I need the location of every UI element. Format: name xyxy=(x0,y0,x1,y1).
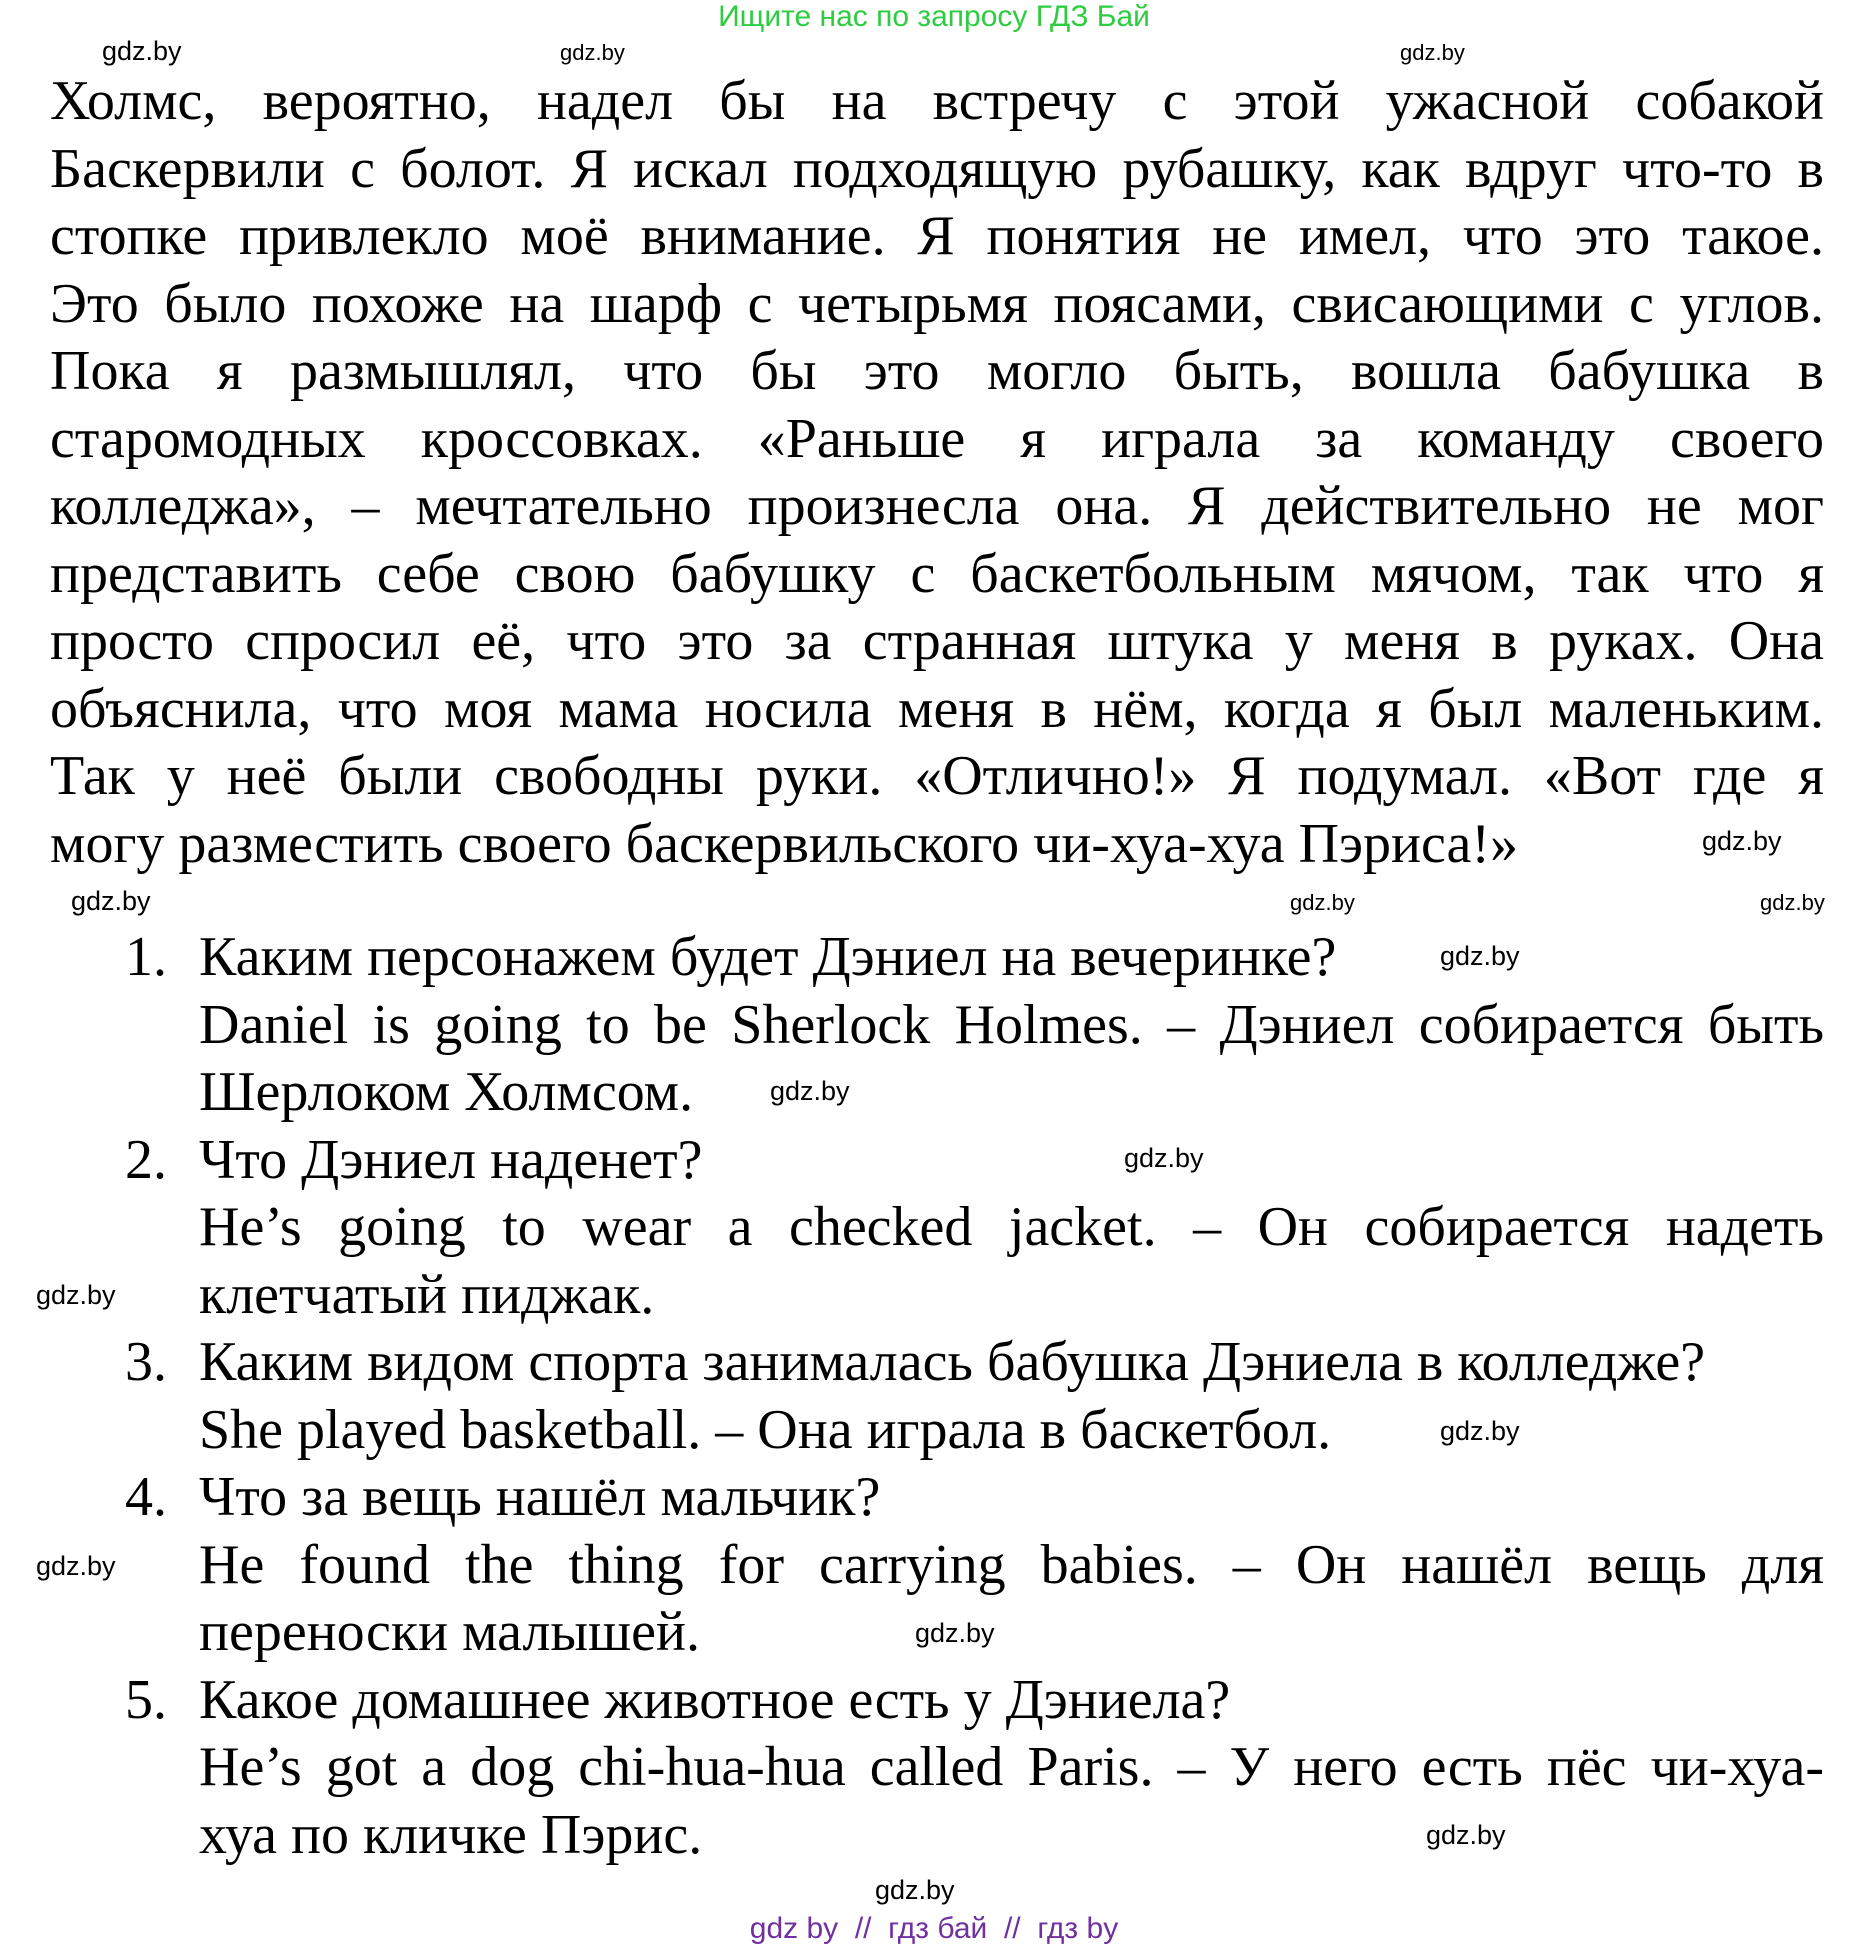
paragraph-line: представить себе свою бабушку с баскетбольным мячом, так что я xyxy=(50,542,1824,605)
paragraph-line: Холмс, вероятно, надел бы на встречу с этой ужасной собакой xyxy=(50,70,1824,132)
watermark: gdz.by xyxy=(36,1551,116,1581)
watermark: gdz.by xyxy=(1426,1820,1506,1850)
question-number: 1. xyxy=(125,926,167,988)
watermark: gdz.by xyxy=(1400,40,1465,65)
paragraph-line: Баскервили с болот. Я искал подходящую рубашку, как вдруг что-то в xyxy=(50,137,1824,200)
story-paragraph xyxy=(50,68,1824,878)
question-item xyxy=(125,1329,1824,1464)
answer-line: He’s got a dog chi-hua-hua called Paris. – У него есть пёс чи-хуа- xyxy=(199,1736,1824,1798)
watermark: gdz.by xyxy=(1290,890,1355,915)
answer-line: He’s going to wear a checked jacket. – Он собирается надеть xyxy=(199,1196,1824,1258)
watermark: gdz.by xyxy=(560,40,625,65)
watermark: gdz.by xyxy=(36,1280,116,1310)
watermark: gdz.by xyxy=(1760,890,1825,915)
answer-line: Daniel is going to be Sherlock Holmes. – Дэниел собирается быть xyxy=(199,993,1824,1056)
question-number: 4. xyxy=(125,1466,167,1528)
watermark: gdz.by xyxy=(1440,1416,1520,1446)
question-text: Что за вещь нашёл мальчик? xyxy=(199,1466,881,1528)
footer-links: gdz by // гдз бай // гдз by xyxy=(749,1912,1119,1945)
watermark: gdz.by xyxy=(1702,826,1782,856)
watermark: gdz.by xyxy=(770,1076,850,1106)
answer-line: хуа по кличке Пэрис. xyxy=(199,1803,703,1866)
paragraph-line: старомодных кроссовках. «Раньше я играла за команду своего xyxy=(50,407,1824,470)
answer-line: переноски малышей. xyxy=(199,1601,700,1663)
question-number: 2. xyxy=(125,1128,167,1191)
watermark: gdz.by xyxy=(1124,1143,1204,1173)
paragraph-line: Так у неё были свободны руки. «Отлично!» Я подумал. «Вот где я xyxy=(50,745,1824,807)
paragraph-line: могу разместить своего баскервильского чи-хуа-хуа Пэриса!» xyxy=(50,812,1519,875)
paragraph-line: стопке привлекло моё внимание. Я понятия не имел, что это такое. xyxy=(50,205,1824,267)
search-hint-banner: Ищите нас по запросу ГДЗ Бай xyxy=(718,0,1150,33)
answer-line: She played basketball. – Она играла в баскетбол. xyxy=(199,1398,1332,1461)
answer-line: клетчатый пиджак. xyxy=(199,1263,655,1326)
question-number: 5. xyxy=(125,1668,167,1731)
questions-list xyxy=(125,924,1824,1869)
watermark: gdz.by xyxy=(915,1618,995,1648)
watermark: gdz.by xyxy=(102,36,182,66)
answer-line: He found the thing for carrying babies. – Он нашёл вещь для xyxy=(199,1533,1824,1596)
paragraph-line: объяснила, что моя мама носила меня в нём, когда я был маленьким. xyxy=(50,677,1824,740)
paragraph-line: колледжа», – мечтательно произнесла она. Я действительно не мог xyxy=(50,475,1824,537)
paragraph-line: Пока я размышлял, что бы это могло быть, вошла бабушка в xyxy=(50,340,1824,402)
watermark: gdz.by xyxy=(71,886,151,916)
answer-line: Шерлоком Холмсом. xyxy=(199,1061,694,1123)
question-item xyxy=(125,1127,1824,1330)
question-number: 3. xyxy=(125,1331,167,1393)
question-text: Что Дэниел наденет? xyxy=(199,1128,703,1191)
question-item xyxy=(125,1667,1824,1870)
watermark: gdz.by xyxy=(1440,941,1520,971)
paragraph-line: Это было похоже на шарф с четырьмя поясами, свисающими с углов. xyxy=(50,272,1824,335)
question-text: Каким видом спорта занималась бабушка Дэниела в колледже? xyxy=(199,1331,1706,1393)
question-text: Каким персонажем будет Дэниел на вечеринке? xyxy=(199,926,1337,988)
paragraph-line: просто спросил её, что это за странная штука у меня в руках. Она xyxy=(50,610,1824,672)
question-item xyxy=(125,924,1824,1127)
question-text: Какое домашнее животное есть у Дэниела? xyxy=(199,1668,1231,1731)
watermark: gdz.by xyxy=(875,1875,955,1905)
